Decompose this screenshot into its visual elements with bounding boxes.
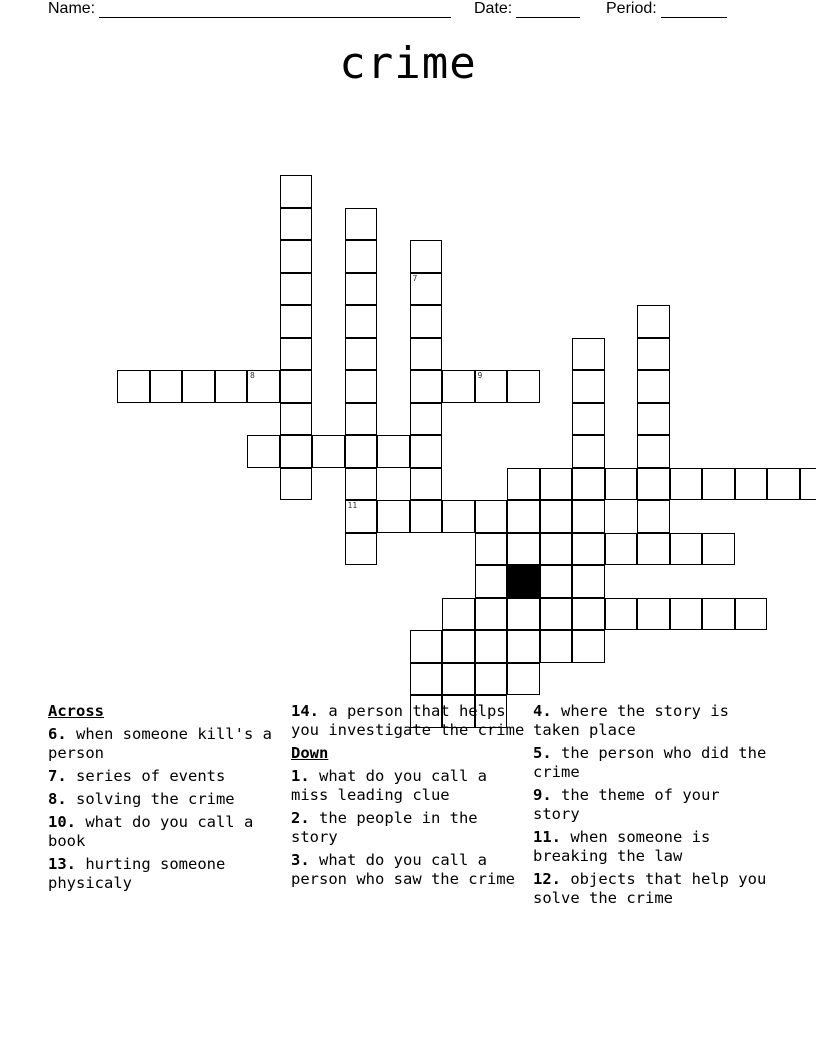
grid-cell[interactable] xyxy=(475,565,508,598)
grid-cell[interactable] xyxy=(637,305,670,338)
grid-cell[interactable] xyxy=(507,468,540,501)
grid-cell[interactable] xyxy=(572,338,605,371)
grid-cell[interactable] xyxy=(410,468,443,501)
grid-cell[interactable] xyxy=(507,533,540,566)
grid-cell[interactable] xyxy=(572,533,605,566)
grid-cell[interactable] xyxy=(507,630,540,663)
grid-cell[interactable] xyxy=(540,500,573,533)
grid-cell[interactable] xyxy=(540,468,573,501)
grid-cell[interactable] xyxy=(637,598,670,631)
grid-cell[interactable] xyxy=(670,468,703,501)
grid-cell[interactable] xyxy=(345,240,378,273)
grid-cell[interactable] xyxy=(345,403,378,436)
page-title: crime xyxy=(339,38,477,89)
grid-cell[interactable] xyxy=(702,533,735,566)
grid-cell[interactable] xyxy=(507,370,540,403)
grid-cell[interactable] xyxy=(767,468,800,501)
clue-num: 6. xyxy=(48,725,67,743)
grid-cell[interactable] xyxy=(540,630,573,663)
clue-text: when someone is breaking the law xyxy=(533,828,711,865)
clue-text: solving the crime xyxy=(66,790,235,808)
grid-cell[interactable] xyxy=(345,370,378,403)
grid-cell[interactable] xyxy=(507,500,540,533)
clue-num: 5. xyxy=(533,744,552,762)
grid-cell[interactable] xyxy=(572,598,605,631)
across-heading: Across xyxy=(48,702,104,720)
clue-text: the person who did the crime xyxy=(533,744,767,781)
across-clue xyxy=(48,813,284,851)
down-clue xyxy=(533,702,769,740)
clue-number: 8 xyxy=(250,371,255,380)
grid-cell[interactable] xyxy=(540,598,573,631)
grid-cell[interactable] xyxy=(280,468,313,501)
across-clue xyxy=(48,767,284,786)
grid-cell[interactable] xyxy=(605,533,638,566)
clue-num: 1. xyxy=(291,767,310,785)
grid-cell[interactable] xyxy=(410,338,443,371)
down-clue xyxy=(533,786,769,824)
grid-cell[interactable] xyxy=(572,565,605,598)
grid-cell[interactable] xyxy=(670,598,703,631)
grid-cell[interactable] xyxy=(345,338,378,371)
grid-cell[interactable] xyxy=(377,435,410,468)
grid-cell[interactable] xyxy=(280,208,313,241)
grid-cell[interactable] xyxy=(475,663,508,696)
grid-cell[interactable] xyxy=(345,468,378,501)
grid-cell[interactable] xyxy=(605,468,638,501)
grid-cell[interactable] xyxy=(345,208,378,241)
grid-cell[interactable] xyxy=(507,598,540,631)
grid-cell[interactable] xyxy=(442,370,475,403)
grid-cell[interactable] xyxy=(117,370,150,403)
grid-cell[interactable] xyxy=(702,468,735,501)
clue-num: 2. xyxy=(291,809,310,827)
grid-cell[interactable] xyxy=(670,533,703,566)
down-clue xyxy=(291,767,527,805)
grid-cell[interactable] xyxy=(572,630,605,663)
grid-cell[interactable] xyxy=(442,500,475,533)
grid-cell[interactable] xyxy=(702,598,735,631)
grid-cell[interactable] xyxy=(345,435,378,468)
grid-cell[interactable] xyxy=(442,663,475,696)
clue-number: 7 xyxy=(412,273,418,283)
grid-cell[interactable] xyxy=(182,370,215,403)
black-cell xyxy=(507,565,540,598)
down-clue xyxy=(291,851,527,889)
grid-cell[interactable] xyxy=(637,403,670,436)
grid-cell[interactable] xyxy=(540,533,573,566)
clue-number: 9 xyxy=(477,371,483,380)
grid-cell[interactable] xyxy=(637,338,670,371)
clue-num: 8. xyxy=(48,790,67,808)
grid-cell[interactable] xyxy=(637,500,670,533)
down-clue xyxy=(533,870,769,908)
across-clue xyxy=(48,855,284,893)
clue-text: objects that help you solve the crime xyxy=(533,870,767,907)
grid-cell[interactable] xyxy=(540,565,573,598)
clue-column-3 xyxy=(533,702,769,912)
clue-num: 13. xyxy=(48,855,76,873)
grid-cell[interactable] xyxy=(507,663,540,696)
clue-text: a person that helps you investigate the crime xyxy=(291,702,525,739)
grid-cell[interactable] xyxy=(410,435,443,468)
clue-text: series of events xyxy=(66,767,226,785)
grid-cell[interactable] xyxy=(410,663,443,696)
grid-cell[interactable] xyxy=(475,630,508,663)
period-label: Period: xyxy=(606,0,657,17)
clue-text: when someone kill's a person xyxy=(48,725,272,762)
grid-cell[interactable] xyxy=(247,435,280,468)
grid-cell[interactable] xyxy=(637,533,670,566)
down-clue xyxy=(533,744,769,782)
grid-cell[interactable] xyxy=(735,598,768,631)
grid-cell[interactable] xyxy=(410,403,443,436)
grid-cell[interactable] xyxy=(475,500,508,533)
down-clue xyxy=(533,828,769,866)
grid-cell[interactable] xyxy=(800,468,816,501)
grid-cell[interactable] xyxy=(637,435,670,468)
grid-cell[interactable] xyxy=(605,598,638,631)
down-heading: Down xyxy=(291,744,329,762)
clue-text: hurting someone physicaly xyxy=(48,855,226,892)
grid-cell[interactable] xyxy=(150,370,183,403)
grid-cell[interactable] xyxy=(572,500,605,533)
clue-num: 3. xyxy=(291,851,310,869)
clue-num: 14. xyxy=(291,702,319,720)
grid-cell[interactable] xyxy=(572,403,605,436)
grid-cell[interactable] xyxy=(247,370,280,403)
date-label: Date: xyxy=(474,0,513,17)
clue-text: the people in the story xyxy=(291,809,478,846)
grid-cell[interactable] xyxy=(637,370,670,403)
grid-cell[interactable] xyxy=(280,240,313,273)
grid-cell[interactable] xyxy=(345,500,378,533)
clue-number: 11 xyxy=(347,501,358,510)
grid-cell[interactable] xyxy=(572,435,605,468)
grid-cell[interactable] xyxy=(572,370,605,403)
clue-num: 12. xyxy=(533,870,561,888)
grid-cell[interactable] xyxy=(442,630,475,663)
grid-cell[interactable] xyxy=(475,533,508,566)
clue-column-1 xyxy=(48,702,284,897)
grid-cell[interactable] xyxy=(475,598,508,631)
grid-cell[interactable] xyxy=(280,305,313,338)
grid-cell[interactable] xyxy=(410,370,443,403)
grid-cell[interactable] xyxy=(735,468,768,501)
clue-column-2 xyxy=(291,702,527,893)
clue-text: where the story is taken place xyxy=(533,702,729,739)
grid-cell[interactable] xyxy=(280,273,313,306)
clue-text: what do you call a miss leading clue xyxy=(291,767,487,804)
clue-text: what do you call a book xyxy=(48,813,254,850)
grid-cell[interactable] xyxy=(215,370,248,403)
clue-num: 11. xyxy=(533,828,561,846)
across-clue xyxy=(291,702,527,740)
grid-cell[interactable] xyxy=(410,305,443,338)
grid-cell[interactable] xyxy=(410,240,443,273)
across-clue xyxy=(48,790,284,809)
grid-cell[interactable] xyxy=(345,305,378,338)
grid-cell[interactable] xyxy=(442,598,475,631)
grid-cell[interactable] xyxy=(280,338,313,371)
across-clue xyxy=(48,725,284,763)
clue-num: 4. xyxy=(533,702,552,720)
grid-cell[interactable] xyxy=(410,630,443,663)
clue-num: 7. xyxy=(48,767,67,785)
grid-cell[interactable] xyxy=(312,435,345,468)
grid-cell[interactable] xyxy=(410,273,443,306)
grid-cell[interactable] xyxy=(410,500,443,533)
down-clue xyxy=(291,809,527,847)
grid-cell[interactable] xyxy=(345,533,378,566)
clue-num: 10. xyxy=(48,813,76,831)
grid-cell[interactable] xyxy=(280,370,313,403)
grid-cell[interactable] xyxy=(572,468,605,501)
grid-cell[interactable] xyxy=(280,175,313,208)
grid-cell[interactable] xyxy=(637,468,670,501)
clue-text: the theme of your story xyxy=(533,786,720,823)
grid-cell[interactable] xyxy=(345,273,378,306)
clue-num: 9. xyxy=(533,786,552,804)
grid-cell[interactable] xyxy=(280,403,313,436)
grid-cell[interactable] xyxy=(280,435,313,468)
name-label: Name: xyxy=(48,0,96,17)
grid-cell[interactable] xyxy=(377,500,410,533)
grid-cell[interactable] xyxy=(475,370,508,403)
clue-text: what do you call a person who saw the crime xyxy=(291,851,515,888)
